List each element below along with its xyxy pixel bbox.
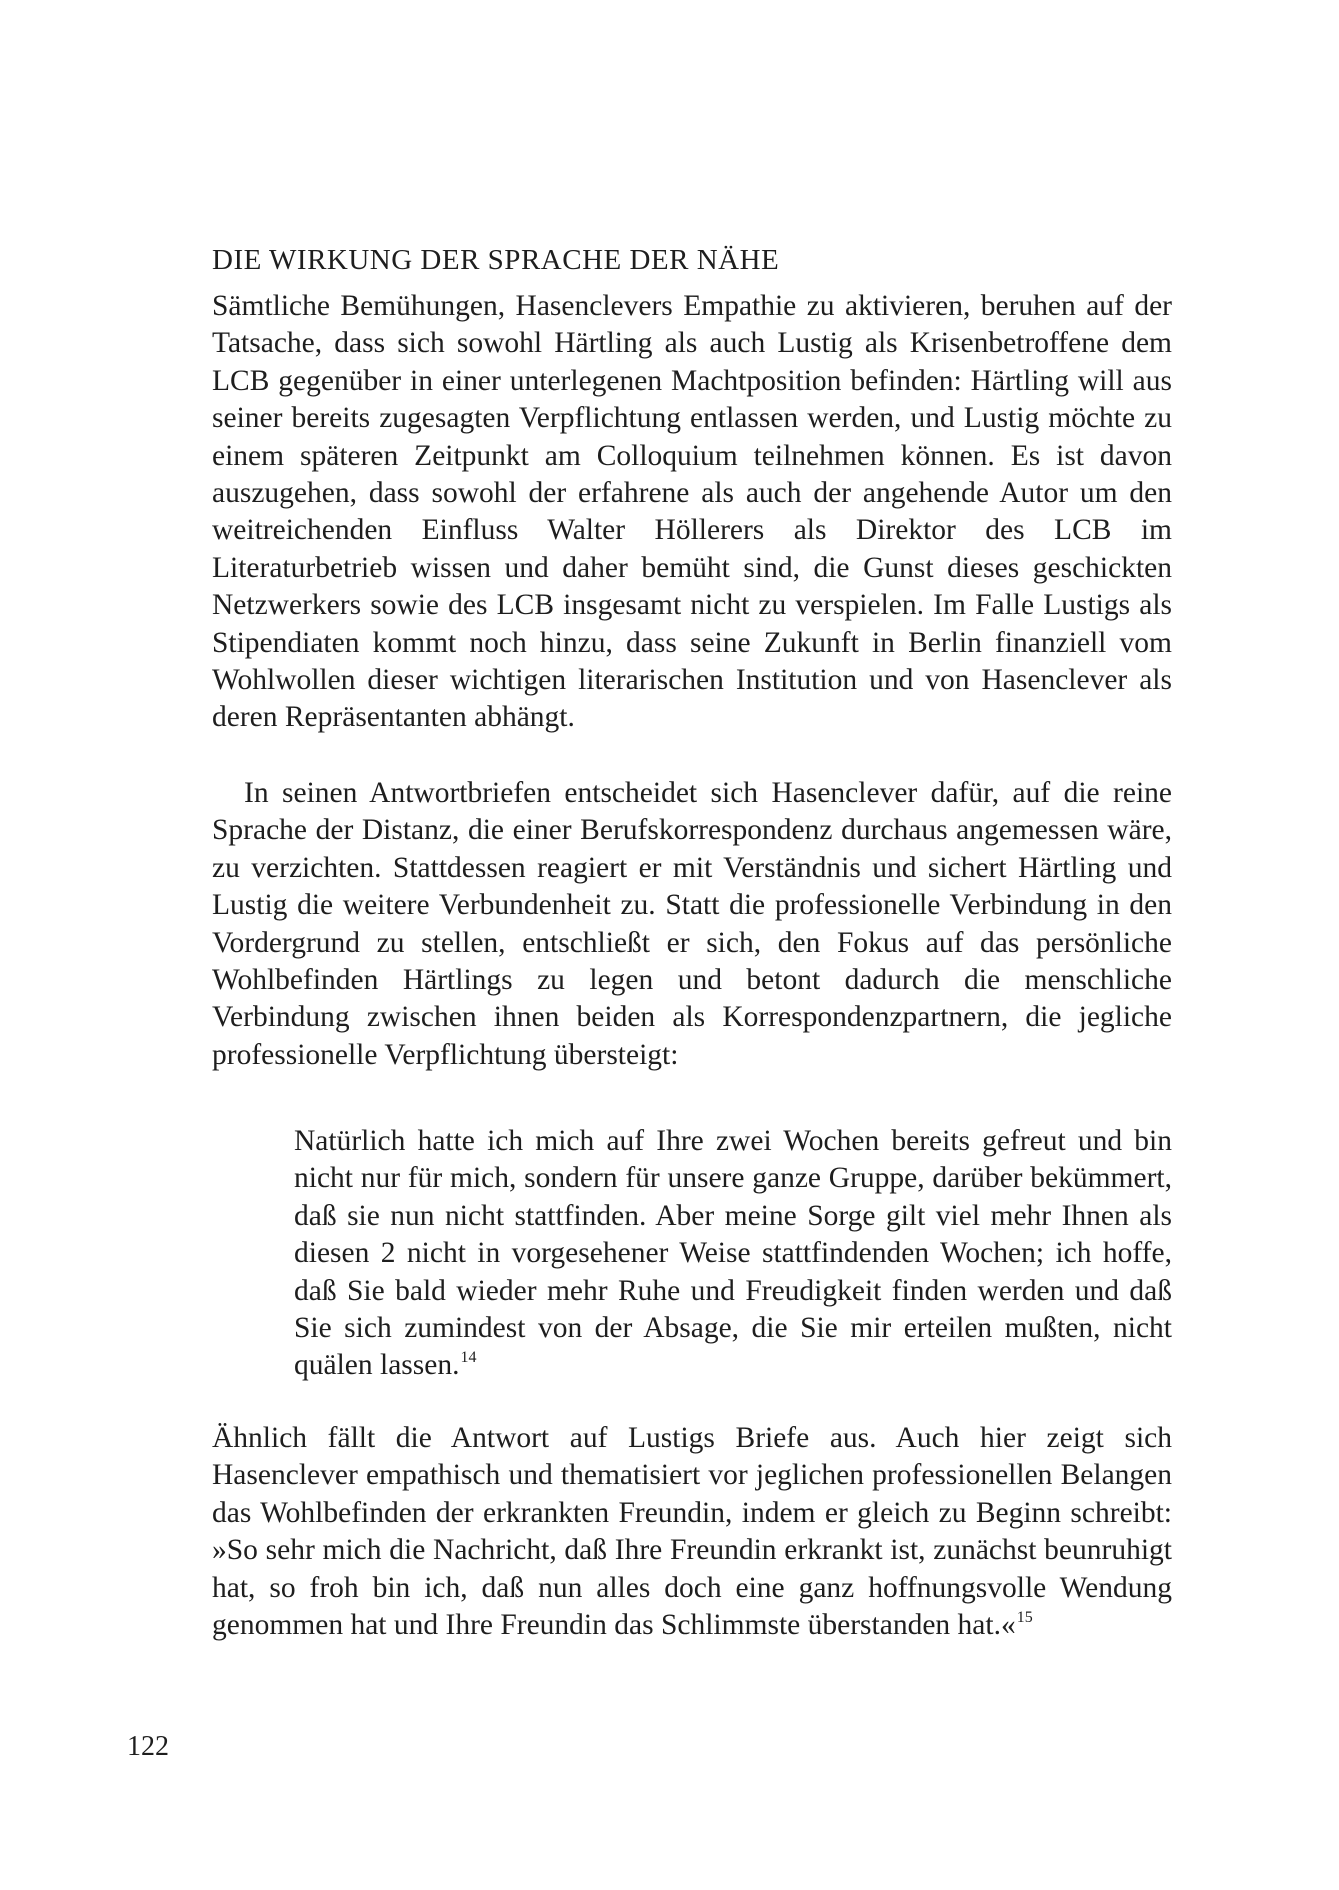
block-quote xyxy=(294,1123,1172,1385)
section-heading: DIE WIRKUNG DER SPRACHE DER NÄHE xyxy=(212,244,780,276)
block-quote-text: Natürlich hatte ich mich auf Ihre zwei Wochen bereits gefreut und bin nicht nur für mich, sondern für unsere ganze Gruppe, darüber bekümmert, daß sie nun nicht stattfinden. Aber meine Sorge gilt viel mehr Ihnen als diesen 2 nicht in vorgesehener Weise stattfindenden Wochen; ich hoffe, daß Sie bald wieder mehr Ruhe und Freudigkeit finden werden und daß Sie sich zumindest von der Absage, die Sie mir erteilen mußten, nicht quälen lassen. xyxy=(294,1125,1172,1382)
paragraph-3-text: Ähnlich fällt die Antwort auf Lustigs Briefe aus. Auch hier zeigt sich Hasenclever empathisch und thematisiert vor jeglichen professionellen Belangen das Wohlbefinden der erkrankten Freundin, indem er gleich zu Beginn schreibt: »So sehr mich die Nachricht, daß Ihre Freundin erkrankt ist, zunächst beunruhigt hat, so froh bin ich, daß nun alles doch eine ganz hoffnungsvolle Wendung genommen hat und Ihre Freundin das Schlimmste überstanden hat.« xyxy=(212,1422,1172,1642)
paragraph-3 xyxy=(212,1420,1172,1644)
footnote-marker-15[interactable]: 15 xyxy=(1016,1609,1033,1627)
paragraph-1: Sämtliche Bemühungen, Hasenclevers Empathie zu aktivieren, beruhen auf der Tatsache, dass sich sowohl Härtling als auch Lustig als Krisenbetroffene dem LCB gegenüber in einer unterlegenen Machtposition befinden: Härtling will aus seiner bereits zugesagten Verpflichtung entlassen werden, und Lustig möchte zu einem späteren Zeitpunkt am Colloquium teilnehmen können. Es ist davon auszugehen, dass sowohl der erfahrene als auch der angehende Autor um den weitreichenden Einfluss Walter Höllerers als Direktor des LCB im Literaturbetrieb wissen und daher bemüht sind, die Gunst dieses geschickten Netzwerkers sowie des LCB insgesamt nicht zu verspielen. Im Falle Lustigs als Stipendiaten kommt noch hinzu, dass seine Zukunft in Berlin finanziell vom Wohlwollen dieser wichtigen literarischen Institution und von Hasenclever als deren Repräsentanten abhängt. xyxy=(212,290,1172,734)
footnote-marker-14[interactable]: 14 xyxy=(460,1349,477,1367)
paragraph-2: In seinen Antwortbriefen entscheidet sich Hasenclever dafür, auf die reine Sprache der Distanz, die einer Berufskorrespondenz durchaus angemessen wäre, zu verzichten. Stattdessen reagiert er mit Verständnis und sichert Härtling und Lustig die weitere Verbundenheit zu. Statt die professionelle Verbindung in den Vordergrund zu stellen, entschließt er sich, den Fokus auf das persönliche Wohlbefinden Härtlings zu legen und betont dadurch die menschliche Verbindung zwischen ihnen beiden als Korrespondenzpartnern, die jegliche professionelle Verpflichtung übersteigt: xyxy=(212,777,1172,1071)
page-number: 122 xyxy=(127,1731,169,1762)
